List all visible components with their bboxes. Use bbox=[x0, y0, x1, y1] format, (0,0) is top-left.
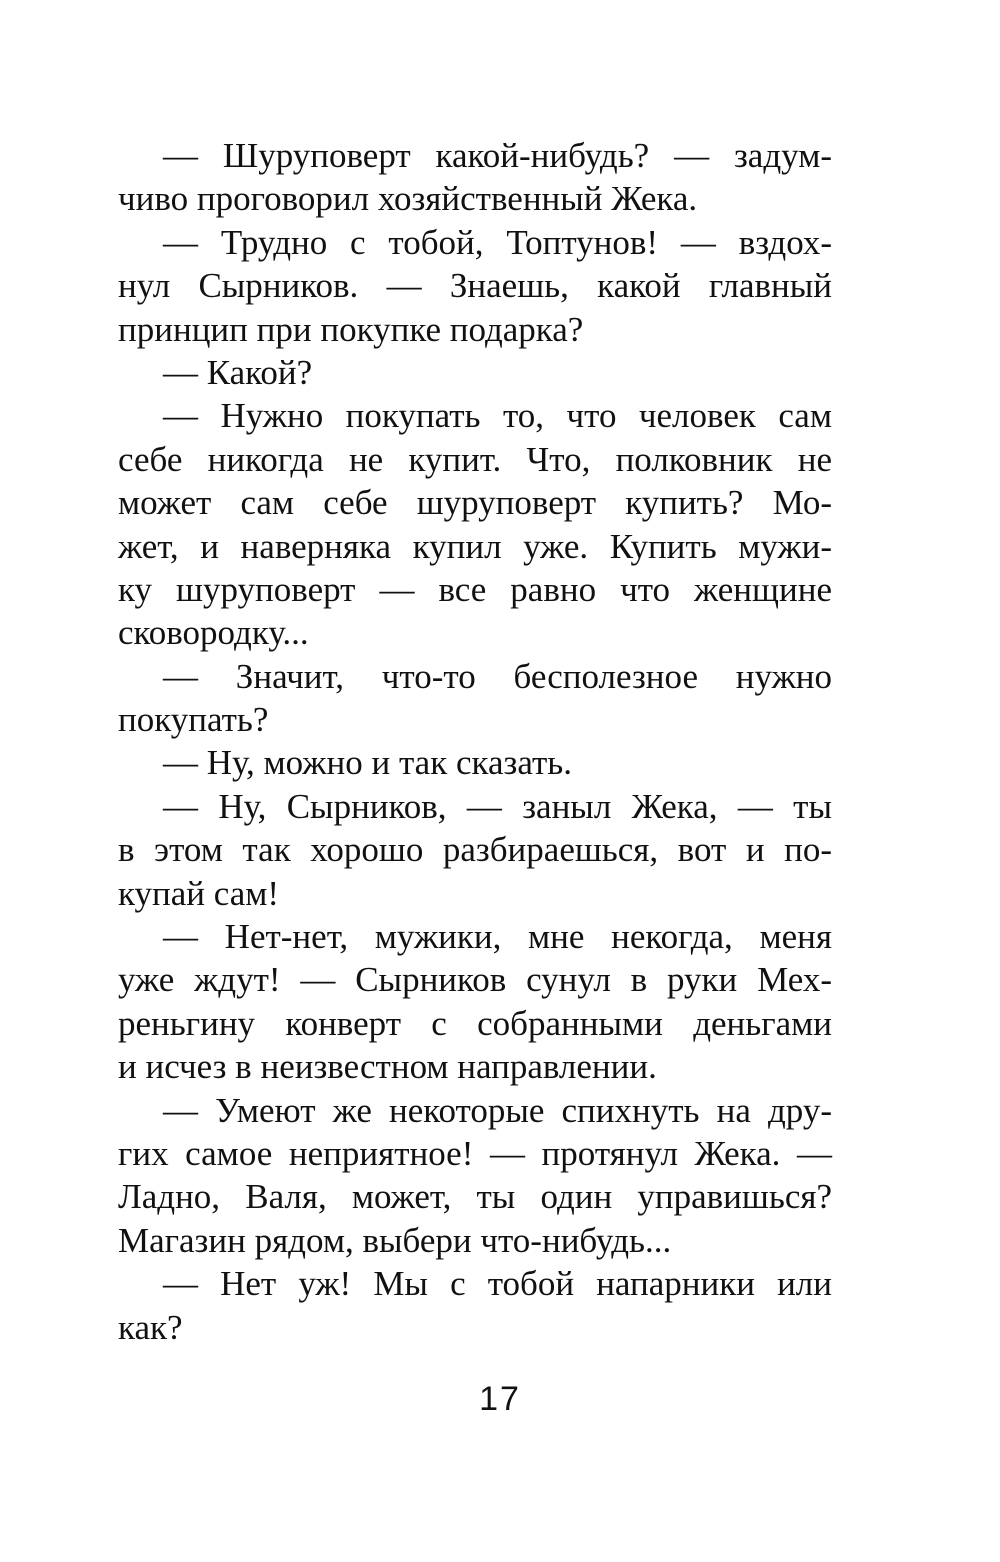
text-line: — Ну, можно и так сказать. bbox=[163, 743, 572, 783]
paragraph-10 bbox=[118, 1262, 832, 1349]
text-line: — Умеют же некоторые спихнуть на дру- bbox=[163, 1090, 832, 1130]
text-line: себе никогда не купит. Что, полковник не bbox=[118, 439, 832, 479]
text-line: уже ждут! — Сырников сунул в руки Мех- bbox=[118, 960, 832, 1000]
text-line: ку шуруповерт — все равно что женщине bbox=[118, 569, 832, 609]
paragraph-5 bbox=[118, 655, 832, 742]
text-line: — Нужно покупать то, что человек сам bbox=[163, 396, 832, 436]
text-line: Ладно, Валя, может, ты один управишься? bbox=[118, 1177, 832, 1217]
text-line: — Шуруповерт какой-нибудь? — задум- bbox=[163, 136, 832, 175]
text-line: Магазин рядом, выбери что-нибудь... bbox=[118, 1220, 672, 1260]
page-number: 17 bbox=[479, 1380, 521, 1418]
paragraph-8 bbox=[118, 915, 832, 1089]
paragraph-4 bbox=[118, 394, 832, 654]
text-line: в этом так хорошо разбираешься, вот и по- bbox=[118, 830, 832, 870]
text-line: жет, и наверняка купил уже. Купить мужи- bbox=[118, 526, 832, 566]
text-line: — Трудно с тобой, Топтунов! — вздох- bbox=[163, 222, 832, 262]
body-text bbox=[118, 134, 832, 1349]
text-line: может сам себе шуруповерт купить? Мо- bbox=[118, 483, 832, 523]
paragraph-6 bbox=[118, 741, 832, 784]
text-line: чиво проговорил хозяйственный Жека. bbox=[118, 179, 698, 219]
text-line: нул Сырников. — Знаешь, какой главный bbox=[118, 266, 832, 306]
text-line: купай сам! bbox=[118, 873, 280, 913]
text-line: сковородку... bbox=[118, 613, 309, 653]
paragraph-1 bbox=[118, 134, 832, 221]
text-line: покупать? bbox=[118, 700, 269, 740]
text-line: — Нет-нет, мужики, мне некогда, меня bbox=[163, 917, 832, 957]
text-line: и исчез в неизвестном направлении. bbox=[118, 1047, 657, 1087]
paragraph-3 bbox=[118, 351, 832, 394]
text-line: гих самое неприятное! — протянул Жека. — bbox=[118, 1133, 832, 1173]
text-line: реньгину конверт с собранными деньгами bbox=[118, 1003, 832, 1043]
text-line: — Значит, что-то бесполезное нужно bbox=[163, 656, 832, 696]
text-line: как? bbox=[118, 1307, 183, 1347]
paragraph-2 bbox=[118, 221, 832, 351]
text-line: принцип при покупке подарка? bbox=[118, 309, 584, 349]
text-line: — Нет уж! Мы с тобой напарники или bbox=[163, 1264, 832, 1304]
paragraph-7 bbox=[118, 785, 832, 915]
text-line: — Ну, Сырников, — заныл Жека, — ты bbox=[163, 786, 832, 826]
paragraph-9 bbox=[118, 1089, 832, 1263]
text-line: — Какой? bbox=[163, 352, 313, 392]
